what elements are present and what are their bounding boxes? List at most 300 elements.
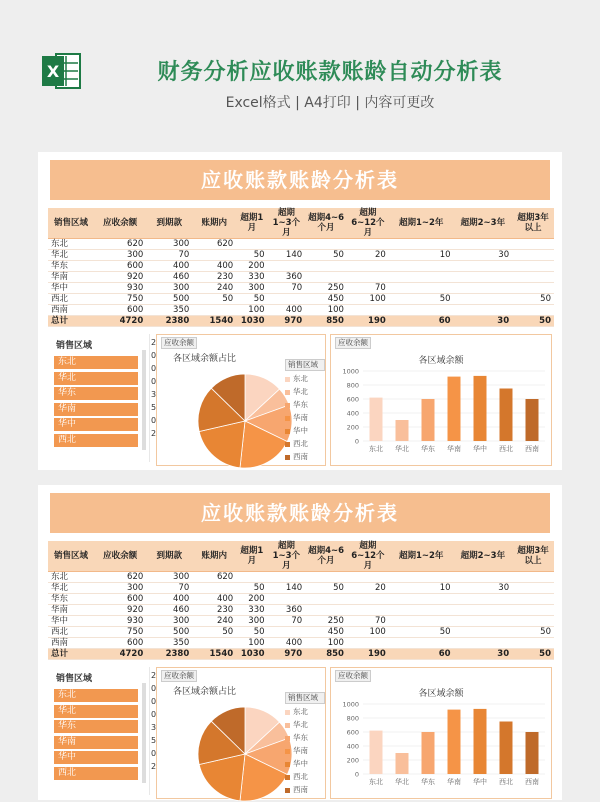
value-cell[interactable]: 460 [146,272,192,283]
pivot-cell[interactable]: 0 [151,697,157,706]
table-row [48,594,554,605]
slicer-item[interactable]: 华南 [54,403,138,416]
value-cell[interactable] [305,605,347,616]
value-cell[interactable]: 250 [305,616,347,627]
value-cell[interactable]: 600 [94,305,146,316]
value-cell[interactable] [268,572,306,583]
value-cell[interactable]: 920 [94,272,146,283]
value-cell[interactable]: 200 [236,594,267,605]
slicer-scrollbar[interactable] [142,683,146,783]
value-cell[interactable]: 620 [94,239,146,250]
value-cell[interactable] [454,594,513,605]
total-cell[interactable]: 850 [305,649,347,660]
value-cell[interactable]: 600 [94,594,146,605]
column-header[interactable]: 账期内 [192,208,236,239]
bar[interactable] [422,399,435,441]
value-cell[interactable]: 70 [347,616,389,627]
x-tick-label: 华东 [421,445,435,453]
total-cell[interactable]: 970 [268,316,306,327]
value-cell[interactable] [192,638,236,649]
value-cell[interactable]: 300 [146,283,192,294]
value-cell[interactable]: 330 [236,272,267,283]
value-cell[interactable] [305,272,347,283]
pivot-cell[interactable]: 0 [151,351,157,360]
value-cell[interactable] [389,239,454,250]
value-cell[interactable] [454,272,513,283]
region-cell[interactable]: 华南 [48,605,94,616]
value-cell[interactable]: 140 [268,250,306,261]
legend-label: 华中 [293,759,308,768]
slicer-item[interactable]: 西北 [54,434,138,447]
value-cell[interactable] [389,261,454,272]
total-cell[interactable]: 190 [347,316,389,327]
pie-legend [285,692,325,797]
value-cell[interactable]: 50 [512,627,554,638]
bar[interactable] [526,399,539,441]
total-cell[interactable]: 60 [389,649,454,660]
value-cell[interactable] [512,283,554,294]
value-cell[interactable]: 50 [389,627,454,638]
pie-chart [197,706,293,802]
value-cell[interactable]: 50 [236,294,267,305]
slicer-item[interactable]: 华中 [54,751,138,764]
legend-label: 华东 [293,733,308,742]
value-cell[interactable]: 100 [347,627,389,638]
value-cell[interactable]: 450 [305,294,347,305]
total-cell[interactable]: 4720 [94,649,146,660]
value-cell[interactable]: 230 [192,272,236,283]
value-cell[interactable] [454,627,513,638]
value-cell[interactable]: 70 [146,250,192,261]
table-row [48,572,554,583]
value-cell[interactable]: 360 [268,272,306,283]
y-tick-label: 600 [346,395,359,404]
column-header[interactable]: 超期6~12个月 [347,208,389,239]
x-tick-label: 东北 [369,445,383,453]
total-cell[interactable]: 60 [389,316,454,327]
total-cell[interactable]: 50 [512,649,554,660]
legend-item [285,386,325,399]
value-cell[interactable] [454,261,513,272]
pivot-cell[interactable]: 0 [151,416,157,425]
legend-swatch [285,762,290,767]
value-cell[interactable]: 620 [94,572,146,583]
region-cell[interactable]: 华中 [48,616,94,627]
bar[interactable] [396,420,409,441]
y-tick-label: 0 [354,437,359,446]
pie-field-tag[interactable]: 应收余额 [161,337,197,349]
value-cell[interactable]: 750 [94,627,146,638]
value-cell[interactable] [389,616,454,627]
slicer-item[interactable]: 华中 [54,418,138,431]
value-cell[interactable] [389,594,454,605]
value-cell[interactable] [389,283,454,294]
value-cell[interactable]: 230 [192,605,236,616]
pivot-cell[interactable]: 0 [151,710,157,719]
total-cell[interactable]: 30 [454,649,513,660]
value-cell[interactable]: 50 [236,250,267,261]
total-cell[interactable]: 850 [305,316,347,327]
value-cell[interactable]: 400 [268,305,306,316]
region-cell[interactable]: 东北 [48,572,94,583]
value-cell[interactable] [512,272,554,283]
total-cell[interactable]: 1030 [236,649,267,660]
region-cell[interactable]: 华中 [48,283,94,294]
sheet-title: 应收账款账龄分析表 [50,493,550,533]
legend-label: 华南 [293,413,308,422]
value-cell[interactable] [454,294,513,305]
pie-title: 各区域余额占比 [173,354,237,364]
pie-chart-panel [156,667,326,799]
column-header[interactable]: 超期1~2年 [389,541,454,572]
region-cell[interactable]: 华东 [48,261,94,272]
legend-swatch [285,377,290,382]
value-cell[interactable]: 620 [192,572,236,583]
bar[interactable] [474,709,487,774]
value-cell[interactable]: 930 [94,616,146,627]
total-cell[interactable]: 1030 [236,316,267,327]
x-tick-label: 西南 [525,445,539,453]
legend-swatch [285,710,290,715]
value-cell[interactable] [305,261,347,272]
value-cell[interactable] [268,594,306,605]
value-cell[interactable] [192,250,236,261]
bar[interactable] [500,389,513,442]
value-cell[interactable]: 50 [305,583,347,594]
legend-item [285,719,325,732]
value-cell[interactable]: 70 [146,583,192,594]
value-cell[interactable]: 300 [146,239,192,250]
value-cell[interactable] [268,627,306,638]
column-header[interactable]: 应收余额 [94,208,146,239]
total-cell[interactable]: 2380 [146,316,192,327]
value-cell[interactable] [389,572,454,583]
value-cell[interactable]: 600 [94,638,146,649]
value-cell[interactable]: 400 [192,594,236,605]
column-header[interactable]: 超期2~3年 [454,208,513,239]
value-cell[interactable] [454,239,513,250]
value-cell[interactable]: 50 [305,250,347,261]
value-cell[interactable] [512,616,554,627]
value-cell[interactable]: 50 [192,627,236,638]
column-header[interactable]: 超期6~12个月 [347,541,389,572]
column-header[interactable]: 销售区域 [48,208,94,239]
value-cell[interactable]: 500 [146,294,192,305]
bar[interactable] [500,722,513,775]
value-cell[interactable] [454,283,513,294]
column-header[interactable]: 超期4~6个月 [305,208,347,239]
region-cell[interactable]: 西北 [48,627,94,638]
value-cell[interactable]: 10 [389,583,454,594]
slicer-item[interactable]: 华北 [54,372,138,385]
value-cell[interactable]: 240 [192,616,236,627]
value-cell[interactable] [454,638,513,649]
column-header[interactable]: 应收余额 [94,541,146,572]
legend-swatch [285,749,290,754]
pie-chart [197,373,293,469]
bar-field-tag[interactable]: 应收余额 [335,337,371,349]
bar[interactable] [448,377,461,441]
slicer-item[interactable]: 华东 [54,720,138,733]
value-cell[interactable]: 70 [347,283,389,294]
legend-title[interactable]: 销售区域 [285,359,325,371]
slicer-item[interactable]: 华南 [54,736,138,749]
pie-field-tag[interactable]: 应收余额 [161,670,197,682]
region-cell[interactable]: 东北 [48,239,94,250]
value-cell[interactable]: 350 [146,305,192,316]
legend-label: 东北 [293,707,308,716]
slicer-item[interactable]: 华北 [54,705,138,718]
total-cell[interactable]: 970 [268,649,306,660]
bar[interactable] [448,710,461,774]
table-row [48,583,554,594]
value-cell[interactable]: 450 [305,627,347,638]
value-cell[interactable]: 460 [146,605,192,616]
value-cell[interactable]: 300 [146,572,192,583]
value-cell[interactable]: 300 [236,283,267,294]
bar[interactable] [370,398,383,441]
value-cell[interactable] [454,305,513,316]
pivot-cell[interactable]: 0 [151,377,157,386]
column-header[interactable]: 销售区域 [48,541,94,572]
value-cell[interactable] [268,239,306,250]
region-cell[interactable]: 华东 [48,594,94,605]
value-cell[interactable] [192,583,236,594]
value-cell[interactable]: 300 [146,616,192,627]
x-tick-label: 西北 [499,445,513,453]
total-label[interactable]: 总计 [48,316,94,327]
value-cell[interactable] [347,572,389,583]
value-cell[interactable]: 10 [389,250,454,261]
pivot-cell[interactable]: 3 [151,390,157,399]
legend-label: 华南 [293,746,308,755]
aging-table [48,541,554,660]
pivot-cell[interactable]: 2 [151,671,157,680]
table-row [48,616,554,627]
value-cell[interactable] [268,294,306,305]
value-cell[interactable]: 20 [347,250,389,261]
y-tick-label: 800 [346,381,359,390]
value-cell[interactable] [347,605,389,616]
column-header[interactable]: 账期内 [192,541,236,572]
value-cell[interactable] [389,638,454,649]
bar[interactable] [422,732,435,774]
value-cell[interactable] [512,605,554,616]
y-tick-label: 400 [346,742,359,751]
column-header[interactable]: 超期1~3个月 [268,208,306,239]
legend-label: 华北 [293,387,308,396]
pivot-cell[interactable]: 2 [151,762,157,771]
table-row [48,305,554,316]
column-header[interactable]: 到期款 [146,541,192,572]
bar-chart-panel [330,334,552,466]
region-slicer[interactable] [50,667,150,795]
value-cell[interactable] [512,239,554,250]
region-slicer[interactable] [50,334,150,462]
value-cell[interactable] [512,583,554,594]
pivot-cell[interactable]: 5 [151,736,157,745]
legend-swatch [285,723,290,728]
value-cell[interactable]: 400 [146,261,192,272]
value-cell[interactable]: 300 [236,616,267,627]
value-cell[interactable] [512,305,554,316]
value-cell[interactable]: 30 [454,583,513,594]
value-cell[interactable]: 750 [94,294,146,305]
value-cell[interactable]: 360 [268,605,306,616]
table-header-row [48,208,554,239]
column-header[interactable]: 超期3年以上 [512,208,554,239]
value-cell[interactable] [236,239,267,250]
slicer-item[interactable]: 东北 [54,356,138,369]
column-header[interactable]: 超期1~2年 [389,208,454,239]
value-cell[interactable] [305,572,347,583]
value-cell[interactable]: 100 [236,305,267,316]
legend-label: 西北 [293,772,308,781]
value-cell[interactable]: 250 [305,283,347,294]
sheet-preview-2 [38,485,562,800]
value-cell[interactable]: 140 [268,583,306,594]
value-cell[interactable]: 500 [146,627,192,638]
value-cell[interactable] [512,594,554,605]
value-cell[interactable]: 350 [146,638,192,649]
value-cell[interactable] [347,638,389,649]
column-header[interactable]: 超期1月 [236,541,267,572]
bar[interactable] [526,732,539,774]
slicer-item[interactable]: 西北 [54,767,138,780]
value-cell[interactable]: 20 [347,583,389,594]
total-cell[interactable]: 50 [512,316,554,327]
value-cell[interactable]: 100 [305,305,347,316]
column-header[interactable]: 超期1月 [236,208,267,239]
total-cell[interactable]: 4720 [94,316,146,327]
value-cell[interactable]: 50 [512,294,554,305]
region-cell[interactable]: 西北 [48,294,94,305]
value-cell[interactable] [347,305,389,316]
slicer-item[interactable]: 华东 [54,387,138,400]
pivot-cell[interactable]: 2 [151,429,157,438]
pivot-cell[interactable]: 0 [151,749,157,758]
legend-item [285,758,325,771]
value-cell[interactable] [389,605,454,616]
column-header[interactable]: 超期2~3年 [454,541,513,572]
sheet-title: 应收账款账龄分析表 [50,160,550,200]
value-cell[interactable] [512,250,554,261]
value-cell[interactable] [347,239,389,250]
pivot-cell[interactable]: 0 [151,684,157,693]
value-cell[interactable] [512,572,554,583]
pivot-cell[interactable]: 5 [151,403,157,412]
value-cell[interactable]: 330 [236,605,267,616]
pivot-cell[interactable]: 0 [151,364,157,373]
value-cell[interactable] [305,594,347,605]
value-cell[interactable]: 600 [94,261,146,272]
legend-item [285,706,325,719]
value-cell[interactable] [454,605,513,616]
y-tick-label: 1000 [342,700,359,709]
value-cell[interactable]: 400 [146,594,192,605]
value-cell[interactable] [236,572,267,583]
column-header[interactable]: 超期3年以上 [512,541,554,572]
value-cell[interactable]: 100 [236,638,267,649]
value-cell[interactable] [347,272,389,283]
value-cell[interactable]: 240 [192,283,236,294]
value-cell[interactable]: 920 [94,605,146,616]
total-cell[interactable]: 2380 [146,649,192,660]
value-cell[interactable]: 100 [305,638,347,649]
value-cell[interactable]: 620 [192,239,236,250]
y-tick-label: 200 [346,423,359,432]
value-cell[interactable]: 930 [94,283,146,294]
bar[interactable] [370,731,383,774]
value-cell[interactable]: 100 [347,294,389,305]
legend-item [285,732,325,745]
value-cell[interactable] [389,305,454,316]
pivot-cell[interactable]: 2 [151,338,157,347]
pivot-cell[interactable]: 3 [151,723,157,732]
value-cell[interactable]: 50 [389,294,454,305]
value-cell[interactable] [389,272,454,283]
value-cell[interactable]: 50 [236,627,267,638]
value-cell[interactable] [347,261,389,272]
total-cell[interactable]: 190 [347,649,389,660]
total-cell[interactable]: 1540 [192,316,236,327]
slicer-scrollbar[interactable] [142,350,146,450]
value-cell[interactable] [268,261,306,272]
region-cell[interactable]: 西南 [48,305,94,316]
table-row [48,638,554,649]
table-row [48,250,554,261]
value-cell[interactable] [192,305,236,316]
total-cell[interactable]: 1540 [192,649,236,660]
column-header[interactable]: 超期1~3个月 [268,541,306,572]
value-cell[interactable]: 70 [268,616,306,627]
value-cell[interactable] [512,638,554,649]
region-cell[interactable]: 西南 [48,638,94,649]
bar[interactable] [474,376,487,441]
value-cell[interactable] [512,261,554,272]
value-cell[interactable]: 50 [192,294,236,305]
legend-title[interactable]: 销售区域 [285,692,325,704]
column-header[interactable]: 超期4~6个月 [305,541,347,572]
pie-chart-panel [156,334,326,466]
value-cell[interactable] [305,239,347,250]
total-label[interactable]: 总计 [48,649,94,660]
bar-field-tag[interactable]: 应收余额 [335,670,371,682]
value-cell[interactable]: 50 [236,583,267,594]
region-cell[interactable]: 华南 [48,272,94,283]
value-cell[interactable]: 300 [94,250,146,261]
value-cell[interactable] [454,572,513,583]
column-header[interactable]: 到期款 [146,208,192,239]
x-tick-label: 华南 [447,778,461,786]
bar[interactable] [396,753,409,774]
value-cell[interactable]: 300 [94,583,146,594]
slicer-item[interactable]: 东北 [54,689,138,702]
region-cell[interactable]: 华北 [48,250,94,261]
value-cell[interactable]: 30 [454,250,513,261]
total-cell[interactable]: 30 [454,316,513,327]
legend-item [285,438,325,451]
value-cell[interactable]: 200 [236,261,267,272]
value-cell[interactable]: 70 [268,283,306,294]
region-cell[interactable]: 华北 [48,583,94,594]
value-cell[interactable] [347,594,389,605]
value-cell[interactable]: 400 [192,261,236,272]
legend-item [285,745,325,758]
value-cell[interactable] [454,616,513,627]
x-tick-label: 华北 [395,445,409,453]
value-cell[interactable]: 400 [268,638,306,649]
